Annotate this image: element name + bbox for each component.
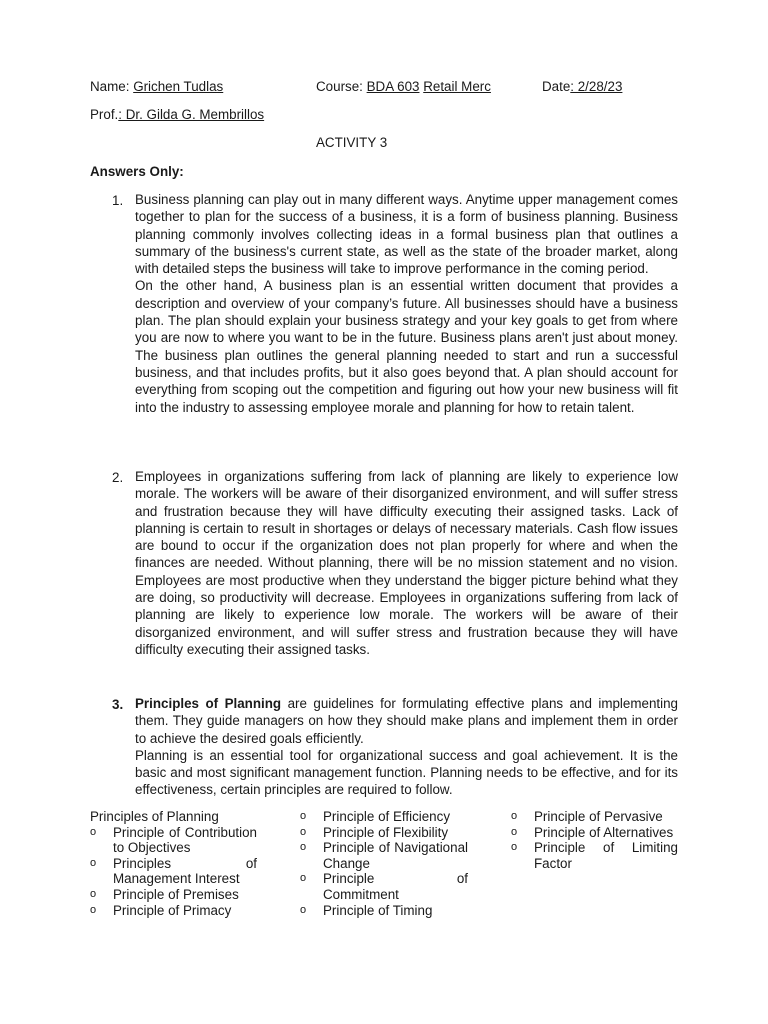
answer-3-paragraph-2: Planning is an essential tool for organizational success and goal achievement. It is the basic and most significant management function. Planning needs to be effective, and for its effectiveness, certain principles are required to follow.	[135, 747, 678, 798]
principles-column-2	[300, 809, 468, 918]
date-label: Date	[542, 79, 571, 94]
bullet-icon: o	[90, 887, 97, 900]
course-label: Course:	[316, 79, 363, 94]
answers-heading: Answers Only:	[90, 164, 184, 179]
date-row	[542, 79, 622, 94]
answer-1-number: 1.	[112, 193, 124, 208]
bullet-icon: o	[90, 856, 97, 869]
answer-2-body	[135, 468, 678, 658]
list-item: o Principle of Premises	[90, 886, 239, 902]
bullet-icon: o	[511, 810, 518, 822]
prof-value: : Dr. Gilda G. Membrillos	[118, 107, 265, 122]
bullet-icon: o	[511, 841, 518, 854]
answer-3-paragraph-1-text: are guidelines for formulating effective plans and implementing them. They guide managers on how they should make plans and implement them in order to achieve the desired goals efficiently.	[135, 696, 678, 746]
list-item: o Principle of Contribution to Objectives	[90, 824, 257, 856]
list-item: o Principle of Timing	[300, 902, 433, 918]
bullet-icon: o	[90, 903, 97, 916]
list-item: o Principles of Management Interest	[90, 855, 257, 887]
bullet-icon: o	[300, 841, 307, 854]
list-item: o Principle of Primacy	[90, 902, 232, 918]
page-title: ACTIVITY 3	[316, 135, 388, 150]
list-item: o Principle of Navigational Change	[300, 840, 468, 871]
list-item: o Principle of Alternatives	[511, 824, 674, 840]
course-code: BDA 603	[366, 79, 420, 94]
name-row	[90, 79, 223, 94]
date-value: : 2/28/23	[570, 79, 623, 94]
prof-label: Prof.	[90, 107, 119, 122]
course-name: Retail Merc	[423, 79, 491, 94]
bullet-icon: o	[300, 810, 307, 822]
principles-heading: Principles of Planning	[90, 809, 219, 824]
answer-2-number: 2.	[112, 470, 124, 485]
answer-3-paragraph-1	[135, 695, 678, 747]
answer-3-body	[135, 695, 678, 799]
principles-column-3	[511, 809, 678, 871]
answer-1-paragraph-2: On the other hand, A business plan is an essential written document that provides a description and overview of your company’s future. All businesses should have a business plan. The plan should explain your business strategy and your key goals to get from where you are now to where you want to be in the future. Business plans aren't just about money. The business plan outlines the general planning needed to start and run a successful business, and that includes profits, but it also goes beyond that. A plan should account for everything from scoping out the competition and figuring out how your new business will fit into the industry to assessing employee morale and planning for how to retain talent.	[135, 278, 678, 415]
list-item: o Principle of Pervasive	[511, 809, 663, 824]
list-item: o Principle of Flexibility	[300, 824, 449, 840]
name-value: Grichen Tudlas	[133, 79, 224, 94]
list-item: o Principle of Commitment	[300, 871, 468, 902]
bullet-icon: o	[300, 872, 307, 885]
principles-column-1	[90, 809, 257, 918]
list-item: o Principle of Efficiency	[300, 809, 451, 824]
bullet-icon: o	[300, 903, 307, 916]
prof-row	[90, 107, 264, 122]
answer-1-body	[135, 191, 678, 416]
course-row	[316, 79, 491, 94]
answer-2-paragraph-1: Employees in organizations suffering from lack of planning are likely to experience low morale. The workers will be aware of their disorganized environment, and will suffer stress and frustration because they will have difficulty executing their assigned tasks. Lack of planning is certain to result in shortages or delays of necessary materials. Cash flow issues are bound to occur if the organization does not plan properly for where and when the finances are needed. Without planning, there will be no mission statement and no vision. Employees are most productive when they understand the bigger picture behind what they are doing, so productivity will decrease. Employees in organizations suffering from lack of planning are likely to experience low morale. The workers will be aware of their disorganized environment, and will suffer stress and frustration because they will have difficulty executing their assigned tasks.	[135, 469, 678, 657]
answer-3-number: 3.	[112, 697, 124, 712]
answer-3-bold-lead: Principles of Planning	[135, 696, 282, 711]
bullet-icon: o	[90, 825, 97, 838]
bullet-icon: o	[300, 825, 307, 838]
list-item: o Principle of Limiting Factor	[511, 840, 678, 871]
name-label: Name:	[90, 79, 130, 94]
bullet-icon: o	[511, 825, 518, 838]
answer-1-paragraph-1: Business planning can play out in many different ways. Anytime upper management comes together to plan for the success of a business, it is a form of business planning. Business planning commonly involves collecting ideas in a formal business plan that outlines a summary of the business's current state, as well as the state of the broader market, along with detailed steps the business will take to improve performance in the coming period.	[135, 192, 678, 277]
